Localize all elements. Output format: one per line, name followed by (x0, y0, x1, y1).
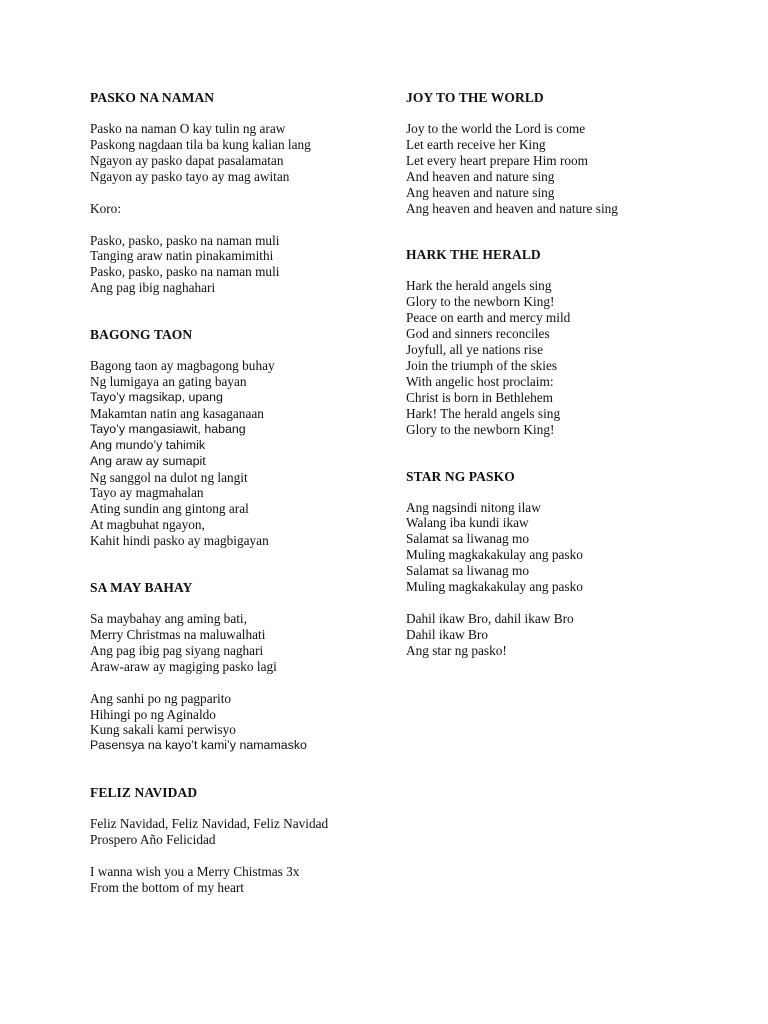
lyric-line: At magbuhat ngayon, (90, 517, 205, 533)
song-bagong-taon (90, 327, 390, 549)
lyric-line: From the bottom of my heart (90, 880, 244, 895)
lyric-line: Glory to the newborn King! (406, 294, 555, 310)
song-spacer (406, 438, 736, 469)
lyric-line: Tayo’y magsikap, upang (90, 389, 223, 404)
lyric-line: Ang pag ibig pag siyang naghari (90, 642, 264, 658)
lyric-line: Joy to the world the Lord is come (406, 121, 586, 136)
lyric-line: Ngayon ay pasko tayo ay mag awitan (90, 168, 290, 184)
lyric-line: God and sinners reconciles (406, 326, 550, 342)
song-star-ng-pasko (406, 469, 736, 659)
lyric-line: Tayo’y mangasiawit, habang (90, 421, 246, 436)
stanza (90, 611, 390, 675)
lyric-line: Pasko na naman O kay tulin ng araw (90, 121, 286, 136)
lyric-line: Hihingi po ng Aginaldo (90, 706, 216, 722)
lyric-line: Ang pag ibig naghahari (90, 280, 216, 296)
song-spacer (90, 296, 390, 327)
stanza (90, 864, 390, 896)
song-title: SA MAY BAHAY (90, 580, 193, 596)
lyric-line: Pasko, pasko, pasko na naman muli (90, 232, 280, 248)
lyric-line: With angelic host proclaim: (406, 373, 554, 389)
stanza (90, 121, 390, 185)
song-spacer (90, 754, 390, 785)
lyric-line: Salamat sa liwanag mo (406, 563, 529, 579)
lyric-line: Muling magkakakulay ang pasko (406, 547, 583, 563)
lyric-line: Ang heaven and nature sing (406, 184, 555, 200)
stanza (406, 278, 736, 437)
lyric-line: Joyfull, all ye nations rise (406, 342, 544, 358)
lyric-line: I wanna wish you a Merry Chistmas 3x (90, 864, 300, 880)
lyric-line: Tanging araw natin pinakamimithi (90, 248, 274, 264)
lyric-line: Salamat sa liwanag mo (406, 531, 529, 547)
song-title: FELIZ NAVIDAD (90, 785, 198, 801)
lyric-line: Makamtan natin ang kasaganaan (90, 405, 264, 421)
lyric-line: Peace on earth and mercy mild (406, 310, 571, 326)
lyric-line: Pasensya na kayo’t kami’y namamasko (90, 738, 307, 753)
lyric-line: Ang sanhi po ng pagparito (90, 690, 232, 706)
left-column (90, 90, 390, 896)
song-spacer (90, 549, 390, 580)
lyric-line: Muling magkakakulay ang pasko (406, 579, 583, 595)
stanza (406, 611, 736, 659)
stanza (90, 358, 390, 549)
song-spacer (406, 216, 736, 247)
lyric-line: Koro: (90, 200, 122, 216)
lyric-line: Ating sundin ang gintong aral (90, 501, 249, 517)
lyric-line: Kahit hindi pasko ay magbigayan (90, 533, 269, 549)
song-pasko-na-naman (90, 90, 390, 296)
stanza (90, 816, 390, 848)
lyric-line: Ang nagsindi nitong ilaw (406, 499, 541, 515)
lyric-line: Ang araw ay sumapit (90, 453, 206, 468)
lyric-line: Paskong nagdaan tila ba kung kalian lang (90, 136, 311, 152)
lyric-line: Hark! The herald angels sing (406, 405, 561, 421)
lyric-line: Sa maybahay ang aming bati, (90, 611, 247, 627)
lyric-line: Araw-araw ay magiging pasko lagi (90, 658, 277, 674)
song-title: BAGONG TAON (90, 327, 193, 343)
lyric-line: Join the triumph of the skies (406, 357, 558, 373)
song-hark-the-herald (406, 247, 736, 437)
song-joy-to-the-world (406, 90, 736, 216)
lyric-line: Glory to the newborn King! (406, 421, 555, 437)
lyric-line: Feliz Navidad, Feliz Navidad, Feliz Navidad (90, 816, 329, 832)
lyric-line: Dahil ikaw Bro (406, 626, 488, 642)
song-title: HARK THE HERALD (406, 247, 541, 263)
lyric-line: Ang mundo’y tahimik (90, 437, 206, 452)
stanza (90, 691, 390, 755)
lyric-line: Ng sanggol na dulot ng langit (90, 469, 248, 485)
lyric-line: Walang iba kundi ikaw (406, 515, 529, 531)
lyric-line: Dahil ikaw Bro, dahil ikaw Bro (406, 610, 574, 626)
song-feliz-navidad (90, 785, 390, 896)
right-column (406, 90, 736, 659)
lyric-line: Kung sakali kami perwisyo (90, 722, 236, 738)
song-title: PASKO NA NAMAN (90, 90, 215, 105)
song-title: JOY TO THE WORLD (406, 90, 544, 105)
lyric-line: Tayo ay magmahalan (90, 485, 204, 501)
lyric-line: Merry Christmas na maluwalhati (90, 626, 266, 642)
lyric-line: And heaven and nature sing (406, 168, 555, 184)
stanza (90, 201, 390, 217)
lyric-line: Ang star ng pasko! (406, 642, 507, 658)
lyric-line: Ngayon ay pasko dapat pasalamatan (90, 152, 284, 168)
lyric-line: Let every heart prepare Him room (406, 152, 589, 168)
stanza (90, 233, 390, 297)
lyric-line: Pasko, pasko, pasko na naman muli (90, 264, 280, 280)
stanza (406, 121, 736, 216)
lyric-line: Ng lumigaya an gating bayan (90, 374, 247, 390)
lyric-line: Hark the herald angels sing (406, 278, 552, 294)
lyric-line: Bagong taon ay magbagong buhay (90, 358, 275, 374)
lyric-line: Prospero Año Felicidad (90, 832, 216, 848)
lyric-line: Christ is born in Bethlehem (406, 389, 553, 405)
song-sa-may-bahay (90, 580, 390, 754)
stanza (406, 500, 736, 595)
lyric-line: Let earth receive her King (406, 136, 546, 152)
lyric-line: Ang heaven and heaven and nature sing (406, 200, 618, 216)
song-title: STAR NG PASKO (406, 468, 515, 484)
